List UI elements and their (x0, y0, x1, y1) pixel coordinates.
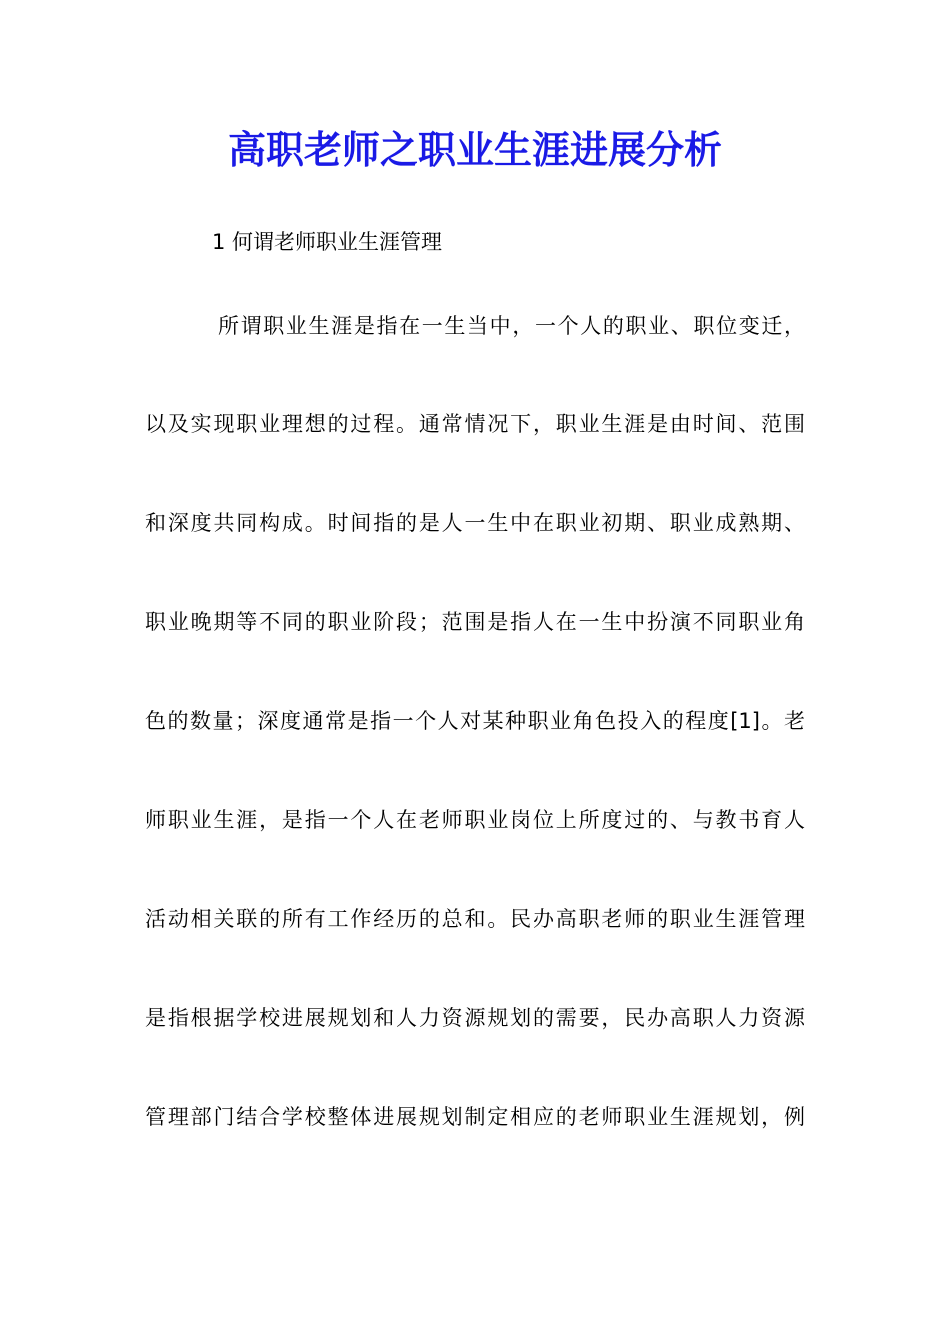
paragraph-line: 色的数量；深度通常是指一个人对某种职业角色投入的程度[1]。老 (145, 709, 805, 733)
paragraph-line: 师职业生涯，是指一个人在老师职业岗位上所度过的、与教书育人 (145, 808, 805, 832)
paragraph-line: 职业晚期等不同的职业阶段；范围是指人在一生中扮演不同职业角 (145, 610, 805, 634)
paragraph-line: 是指根据学校进展规划和人力资源规划的需要，民办高职人力资源 (145, 1006, 805, 1030)
paragraph-line: 以及实现职业理想的过程。通常情况下，职业生涯是由时间、范围 (145, 412, 805, 436)
paragraph-line: 和深度共同构成。时间指的是人一生中在职业初期、职业成熟期、 (145, 511, 805, 535)
section-heading: 1 何谓老师职业生涯管理 (212, 230, 443, 254)
paragraph-line: 所谓职业生涯是指在一生当中，一个人的职业、职位变迁， (218, 314, 805, 338)
document-title: 高职老师之职业生涯进展分析 (227, 127, 722, 172)
paragraph-line: 活动相关联的所有工作经历的总和。民办高职老师的职业生涯管理 (145, 907, 805, 931)
paragraph-line: 管理部门结合学校整体进展规划制定相应的老师职业生涯规划，例 (145, 1105, 805, 1129)
